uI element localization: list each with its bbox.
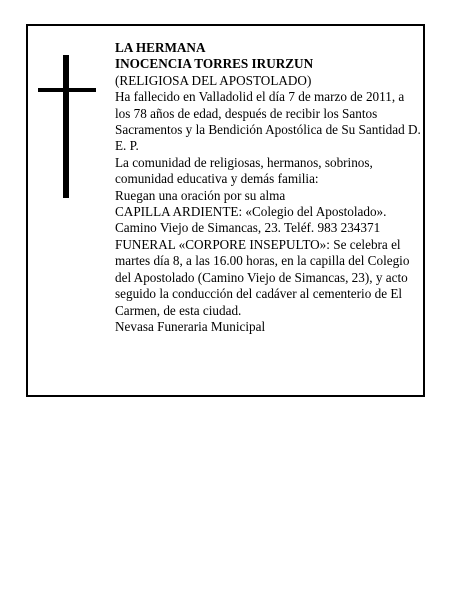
death-notice: Ha fallecido en Valladolid el día 7 de marzo de 2011, a los 78 años de edad, después de recibir los Santos Sacramentos y la Bendición Apostólica de Su Santidad D. E. P. [115, 89, 421, 154]
cross-icon [38, 55, 96, 198]
funeral-info: FUNERAL «CORPORE INSEPULTO»: Se celebra el martes día 8, a las 16.00 horas, en la capilla del Colegio del Apostolado (Camino Viejo de Simancas, 23), y acto seguido la conducción del cadáver al cementerio de El Carmen, de esta ciudad. [115, 236, 410, 318]
funeral-home: Nevasa Funeraria Municipal [115, 318, 266, 334]
notice-text [115, 40, 421, 335]
deceased-role: (RELIGIOSA DEL APOSTOLADO) [115, 72, 312, 88]
notice-heading: LA HERMANA [115, 40, 206, 55]
deceased-name: INOCENCIA TORRES IRURZUN [115, 56, 314, 72]
obituary-notice [26, 24, 425, 397]
prayer-line: Ruegan una oración por su alma [115, 187, 286, 203]
chapel-info: CAPILLA ARDIENTE: «Colegio del Apostolado». Camino Viejo de Simancas, 23. Teléf. 983 234371 [115, 204, 387, 236]
family-line: La comunidad de religiosas, hermanos, sobrinos, comunidad educativa y demás familia: [115, 154, 373, 187]
